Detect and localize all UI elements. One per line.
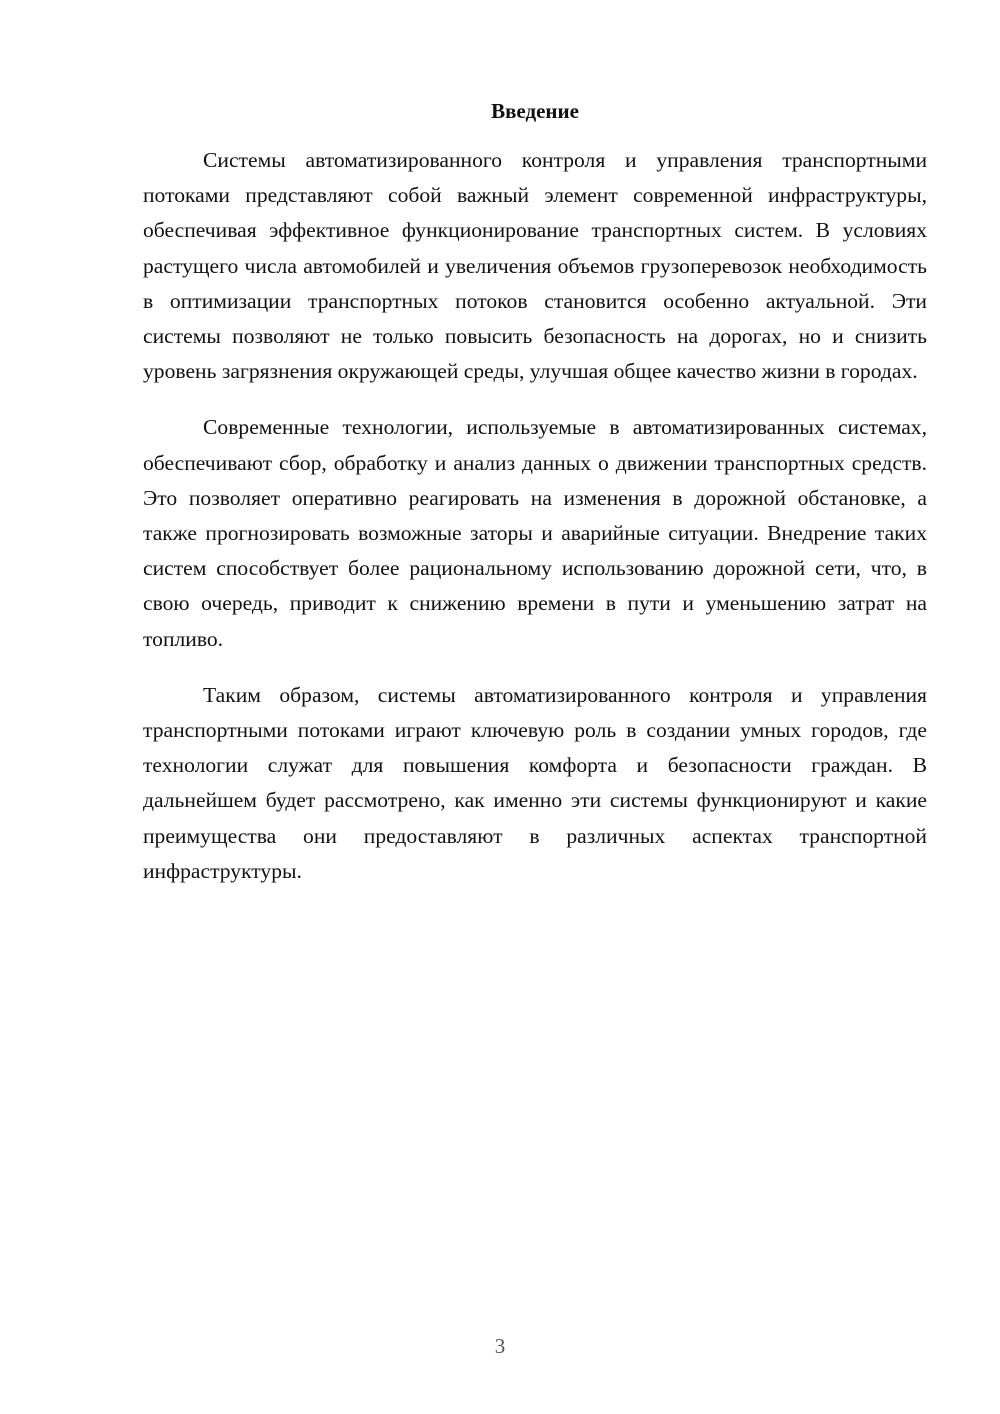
paragraph-3: Таким образом, системы автоматизированного контроля и управления транспортными потоками играют ключевую роль в создании умных городов, где технологии служат для повышения комфорта и безопасности граждан. В дальнейшем будет рассмотрено, как именно эти системы функционируют и какие преимущества они предоставляют в различных аспектах транспортной инфраструктуры.	[143, 682, 927, 883]
paragraph-2: Современные технологии, используемые в автоматизированных системах, обеспечивают сбор, обработку и анализ данных о движении транспортных средств. Это позволяет оперативно реагировать на изменения в дорожной обстановке, а также прогнозировать возможные заторы и аварийные ситуации. Внедрение таких систем способствует более рациональному использованию дорожной сети, что, в свою очередь, приводит к снижению времени в пути и уменьшению затрат на топливо.	[143, 415, 927, 651]
paragraph-1: Системы автоматизированного контроля и управления транспортными потоками представляют собой важный элемент современной инфраструктуры, обеспечивая эффективное функционирование транспортных систем. В условиях растущего числа автомобилей и увеличения объемов грузоперевозок необходимость в оптимизации транспортных потоков становится особенно актуальной. Эти системы позволяют не только повысить безопасность на дорогах, но и снизить уровень загрязнения окружающей среды, улучшая общее качество жизни в городах.	[143, 148, 927, 384]
page-number: 3	[494, 1334, 506, 1358]
section-title: Введение	[491, 99, 579, 123]
body-text	[143, 143, 927, 889]
